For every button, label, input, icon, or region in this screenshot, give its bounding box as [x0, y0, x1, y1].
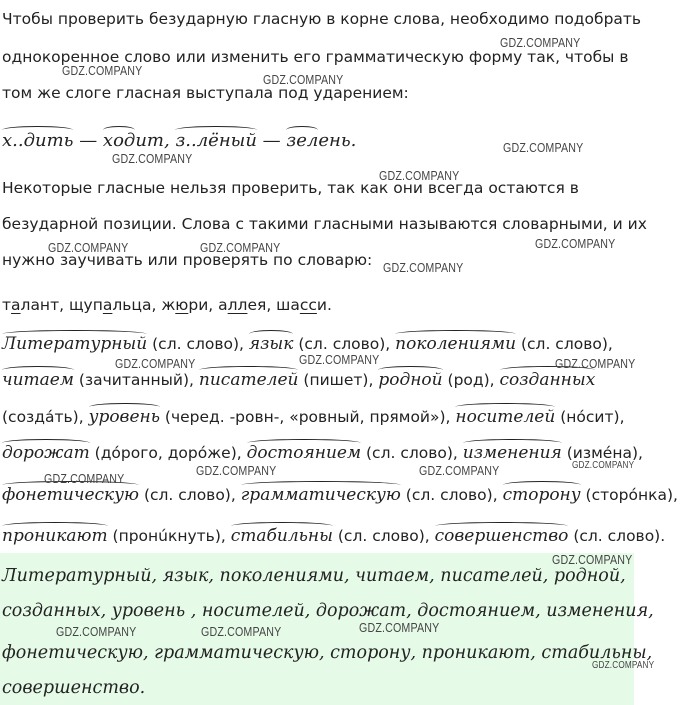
answer-line-3: фонетическую, грамматическую, сторону, проникают, стабильны,	[2, 643, 653, 663]
watermark: GDZ.COMPANY	[419, 463, 500, 478]
rule-line-3: том же слоге гласная выступала под ударением:	[2, 84, 409, 102]
watermark: GDZ.COMPANY	[535, 236, 616, 251]
rule-example: х..дить — ходит, з..лёный — зелень.	[2, 130, 357, 151]
watermark: GDZ.COMPANY	[115, 356, 196, 371]
analyzed-word: дорожат	[2, 443, 90, 463]
watermark: GDZ.COMPANY	[200, 240, 281, 255]
watermark: GDZ.COMPANY	[555, 356, 636, 371]
analysis-line-2: читаем (зачитанный), писателей (пишет), родной (род), созданных	[2, 370, 596, 390]
analyzed-word: сторону	[502, 485, 581, 505]
analysis-line-6: проникают (пронúкнуть), стабильны (сл. слово), совершенство (сл. слово).	[2, 526, 666, 546]
watermark: GDZ.COMPANY	[44, 471, 125, 486]
answer-line-4: совершенство.	[2, 678, 146, 698]
watermark: GDZ.COMPANY	[572, 460, 635, 471]
watermark: GDZ.COMPANY	[552, 552, 633, 567]
analyzed-word: созданных	[499, 370, 596, 390]
analyzed-word: читаем	[2, 370, 74, 390]
watermark: GDZ.COMPANY	[359, 620, 440, 635]
example-word-3: з..лёный	[175, 130, 257, 151]
analyzed-word: родной	[378, 370, 443, 390]
answer-line-2: созданных, уровень , носителей, дорожат, достоянием, изменения,	[2, 601, 654, 621]
watermark: GDZ.COMPANY	[383, 260, 464, 275]
rule-line-1: Чтобы проверить безударную гласную в корне слова, необходимо подобрать	[2, 10, 642, 28]
answer-line-1: Литературный, язык, поколениями, читаем, писателей, родной,	[2, 566, 626, 586]
watermark: GDZ.COMPANY	[592, 660, 655, 671]
example-word-1: х..дить	[2, 130, 74, 151]
example-root-4: зел	[286, 130, 319, 151]
watermark: GDZ.COMPANY	[56, 624, 137, 639]
analysis-line-5: фонетическую (сл. слово), грамматическую (сл. слово), сторону (сторóнка),	[2, 485, 678, 505]
example-root-2: ход	[102, 130, 136, 151]
analyzed-word: носителей	[455, 407, 556, 427]
watermark: GDZ.COMPANY	[503, 140, 584, 155]
analysis-line-3: (создáть), уровень (черед. -ровн-, «ровный, прямой»), носителей (нóсит),	[2, 407, 625, 427]
analyzed-word: проникают	[2, 526, 108, 546]
analyzed-word: Литературный	[2, 334, 148, 354]
watermark: GDZ.COMPANY	[201, 624, 282, 639]
analyzed-word: грамматическую	[240, 485, 401, 505]
note-line-2: безударной позиции. Слова с такими гласными называются словарными, и их	[2, 215, 647, 233]
analyzed-word: достоянием	[246, 443, 362, 463]
analyzed-word: уровень	[88, 407, 160, 427]
analysis-line-4: дорожат (дóрого, дорóже), достоянием (сл. слово), изменения (измéна),	[2, 443, 643, 463]
dictionary-words: талант, щупальца, жюри, аллея, шасси.	[2, 296, 332, 314]
analyzed-word: язык	[248, 334, 294, 354]
analyzed-word: изменения	[462, 443, 562, 463]
watermark: GDZ.COMPANY	[379, 168, 460, 183]
watermark: GDZ.COMPANY	[48, 240, 129, 255]
analysis-line-1: Литературный (сл. слово), язык (сл. слово), поколениями (сл. слово),	[2, 334, 613, 354]
analyzed-word: писателей	[198, 370, 299, 390]
note-line-1: Некоторые гласные нельзя проверить, так как они всегда остаются в	[2, 179, 579, 197]
watermark: GDZ.COMPANY	[196, 463, 277, 478]
analyzed-word: поколениями	[395, 334, 517, 354]
watermark: GDZ.COMPANY	[500, 35, 581, 50]
watermark: GDZ.COMPANY	[112, 151, 193, 166]
rule-line-2: однокоренное слово или изменить его грамматическую форму так, чтобы в	[2, 48, 629, 66]
analyzed-word: стабильны	[230, 526, 333, 546]
watermark: GDZ.COMPANY	[62, 63, 143, 78]
analyzed-word: фонетическую	[2, 485, 140, 505]
analyzed-word: совершенство	[434, 526, 569, 546]
watermark: GDZ.COMPANY	[263, 72, 344, 87]
watermark: GDZ.COMPANY	[299, 352, 380, 367]
note-line-3: нужно заучивать или проверять по словарю:	[2, 251, 373, 269]
